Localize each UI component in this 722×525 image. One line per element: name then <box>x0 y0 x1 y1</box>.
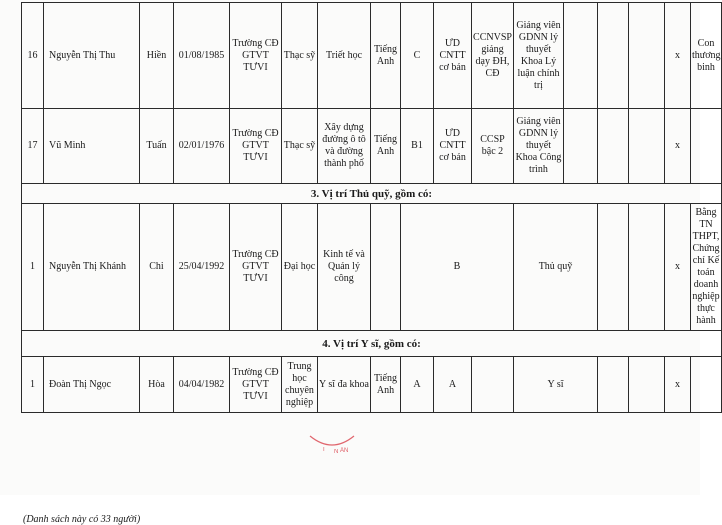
school-cell: Trường CĐ GTVT TƯVI <box>230 357 282 413</box>
surname-cell: Đoàn Thị Ngọc <box>44 357 140 413</box>
position-cell: Giảng viên GDNN lý thuyết Khoa Lý luận chính trị <box>514 3 564 109</box>
empty-cell <box>371 204 401 331</box>
svg-text:ÂN: ÂN <box>340 448 349 454</box>
svg-text:N: N <box>334 449 339 455</box>
row-number: 16 <box>22 3 44 109</box>
empty-cell <box>598 109 629 184</box>
it-cell: ƯD CNTT cơ bản <box>434 3 472 109</box>
mark-cell: x <box>665 109 691 184</box>
certificate-cell: CCNVSP giảng dạy ĐH, CĐ <box>472 3 514 109</box>
svg-text:T: T <box>322 447 326 453</box>
level-cell: B <box>401 204 514 331</box>
major-cell: Y sĩ đa khoa <box>318 357 371 413</box>
mark-cell: x <box>665 357 691 413</box>
major-cell: Triết học <box>318 3 371 109</box>
note-cell: Con thương binh <box>691 3 722 109</box>
section-row <box>22 184 722 204</box>
empty-cell <box>472 357 514 413</box>
position-cell: Giảng viên GDNN lý thuyết Khoa Công trình <box>514 109 564 184</box>
dob-cell: 04/04/1982 <box>174 357 230 413</box>
table-row <box>22 109 722 184</box>
row-number: 17 <box>22 109 44 184</box>
empty-cell <box>564 3 598 109</box>
it-cell: A <box>434 357 472 413</box>
row-number: 1 <box>22 204 44 331</box>
language-cell: Tiếng Anh <box>371 109 401 184</box>
language-cell: Tiếng Anh <box>371 357 401 413</box>
table-row <box>22 3 722 109</box>
school-cell: Trường CĐ GTVT TƯVI <box>230 109 282 184</box>
mark-cell: x <box>665 3 691 109</box>
language-cell: Tiếng Anh <box>371 3 401 109</box>
mark-cell: x <box>665 204 691 331</box>
it-cell: ƯD CNTT cơ bản <box>434 109 472 184</box>
row-number: 1 <box>22 357 44 413</box>
empty-cell <box>598 357 629 413</box>
school-cell: Trường CĐ GTVT TƯVI <box>230 3 282 109</box>
given-name-cell: Hiền <box>140 3 174 109</box>
dob-cell: 01/08/1985 <box>174 3 230 109</box>
empty-cell <box>598 204 629 331</box>
section-heading: 3. Vị trí Thủ quỹ, gồm có: <box>22 184 722 204</box>
degree-cell: Thạc sỹ <box>282 109 318 184</box>
empty-cell <box>629 357 665 413</box>
school-cell: Trường CĐ GTVT TƯVI <box>230 204 282 331</box>
dob-cell: 25/04/1992 <box>174 204 230 331</box>
table-row <box>22 357 722 413</box>
surname-cell: Vũ Minh <box>44 109 140 184</box>
footnote: (Danh sách này có 33 người) <box>23 514 141 525</box>
degree-cell: Trung học chuyên nghiệp <box>282 357 318 413</box>
degree-cell: Đại học <box>282 204 318 331</box>
language-level-cell: C <box>401 3 434 109</box>
table-row <box>22 204 722 331</box>
position-cell: Thủ quỹ <box>514 204 598 331</box>
certificate-cell: CCSP bậc 2 <box>472 109 514 184</box>
stamp-seal <box>306 432 358 456</box>
empty-cell <box>629 3 665 109</box>
given-name-cell: Chi <box>140 204 174 331</box>
language-level-cell: A <box>401 357 434 413</box>
note-cell <box>691 357 722 413</box>
staff-table <box>21 2 722 413</box>
dob-cell: 02/01/1976 <box>174 109 230 184</box>
empty-cell <box>598 3 629 109</box>
given-name-cell: Hòa <box>140 357 174 413</box>
empty-cell <box>629 204 665 331</box>
major-cell: Kinh tế và Quản lý công <box>318 204 371 331</box>
major-cell: Xây dựng đường ô tô và đường thành phố <box>318 109 371 184</box>
surname-cell: Nguyễn Thị Khánh <box>44 204 140 331</box>
empty-cell <box>629 109 665 184</box>
section-row <box>22 331 722 357</box>
empty-cell <box>564 109 598 184</box>
surname-cell: Nguyễn Thị Thu <box>44 3 140 109</box>
language-level-cell: B1 <box>401 109 434 184</box>
note-cell: Bằng TN THPT, Chứng chỉ Kế toán doanh nghiệp thực hành <box>691 204 722 331</box>
given-name-cell: Tuấn <box>140 109 174 184</box>
note-cell <box>691 109 722 184</box>
degree-cell: Thạc sỹ <box>282 3 318 109</box>
position-cell: Y sĩ <box>514 357 598 413</box>
section-heading: 4. Vị trí Y sĩ, gồm có: <box>22 331 722 357</box>
